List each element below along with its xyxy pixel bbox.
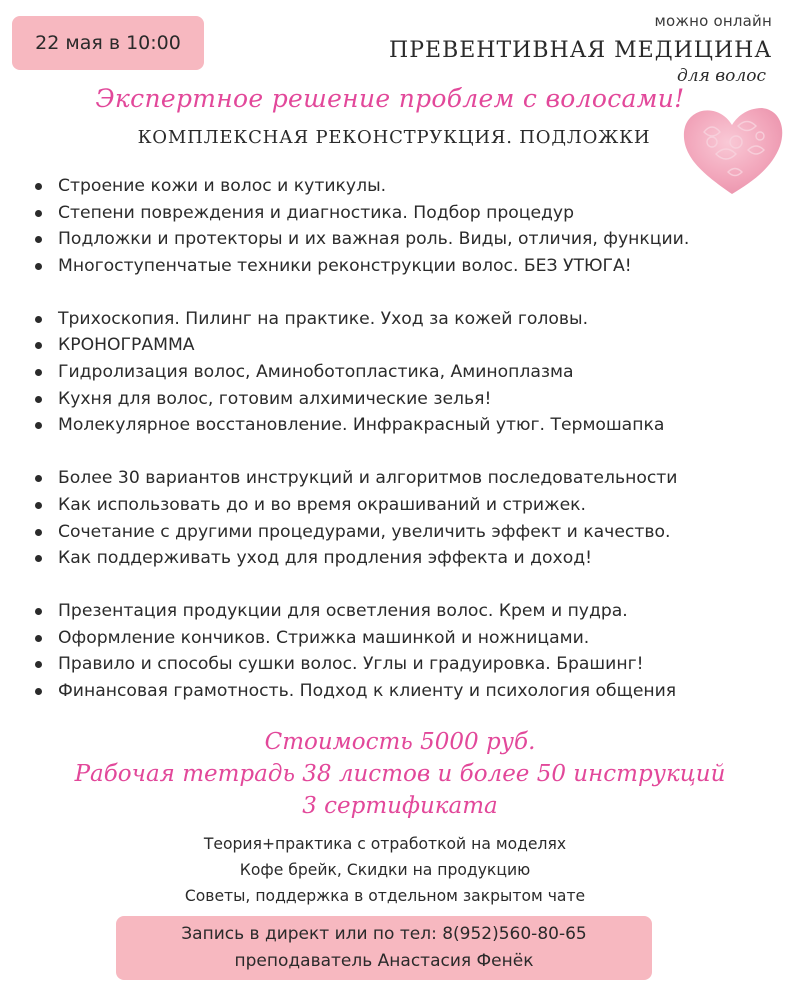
subheadline: КОМПЛЕКСНАЯ РЕКОНСТРУКЦИЯ. ПОДЛОЖКИ (137, 127, 651, 148)
headline: Экспертное решение проблем с волосами! (95, 84, 685, 113)
pricing-block (0, 726, 800, 822)
list-item: Как использовать до и во время окрашиваний и стрижек. (32, 492, 782, 519)
contact-teacher: преподаватель Анастасия Фенёк (234, 951, 534, 971)
list-item: Правило и способы сушки волос. Углы и градуировка. Брашинг! (32, 651, 782, 678)
list-item: Подложки и протекторы и их важная роль. Виды, отличия, функции. (32, 226, 782, 253)
features-block (0, 831, 770, 909)
list-item: Оформление кончиков. Стрижка машинкой и ножницами. (32, 625, 782, 652)
list-item: Степени повреждения и диагностика. Подбор процедур (32, 200, 782, 227)
list-item: Молекулярное восстановление. Инфракрасный утюг. Термошапка (32, 412, 782, 439)
program-group-3 (32, 465, 782, 571)
program-list (32, 173, 782, 731)
contact-phone: Запись в директ или по тел: 8(952)560-80-65 (181, 924, 587, 944)
event-date: 22 мая в 10:00 (35, 32, 181, 54)
list-item: Гидролизация волос, Аминоботопластика, Аминоплазма (32, 359, 782, 386)
online-note: можно онлайн (654, 12, 772, 30)
list-item: Финансовая грамотность. Подход к клиенту и психология общения (32, 678, 782, 705)
feature-line: Кофе брейк, Скидки на продукцию (239, 861, 531, 879)
date-badge (12, 16, 204, 70)
list-item: Строение кожи и волос и кутикулы. (32, 173, 782, 200)
price-line: Стоимость 5000 руб. (264, 729, 536, 755)
contact-box (116, 916, 652, 980)
list-item: Кухня для волос, готовим алхимические зелья! (32, 386, 782, 413)
workbook-line: Рабочая тетрадь 38 листов и более 50 инструкций (74, 761, 726, 787)
program-group-4 (32, 598, 782, 704)
list-item: Многоступенчатые техники реконструкции волос. БЕЗ УТЮГА! (32, 253, 782, 280)
list-item: КРОНОГРАММА (32, 332, 782, 359)
brand-subtitle: для волос (677, 66, 766, 86)
certificates-line: 3 сертификата (302, 793, 498, 819)
feature-line: Теория+практика с отработкой на моделях (203, 835, 567, 853)
list-item: Сочетание с другими процедурами, увеличить эффект и качество. (32, 519, 782, 546)
program-group-2 (32, 306, 782, 439)
list-item: Трихоскопия. Пилинг на практике. Уход за кожей головы. (32, 306, 782, 333)
feature-line: Советы, поддержка в отдельном закрытом чате (184, 887, 586, 905)
list-item: Как поддерживать уход для продления эффекта и доход! (32, 545, 782, 572)
brand-title: ПРЕВЕНТИВНАЯ МЕДИЦИНА (389, 38, 772, 63)
list-item: Презентация продукции для осветления волос. Крем и пудра. (32, 598, 782, 625)
list-item: Более 30 вариантов инструкций и алгоритмов последовательности (32, 465, 782, 492)
program-group-1 (32, 173, 782, 279)
